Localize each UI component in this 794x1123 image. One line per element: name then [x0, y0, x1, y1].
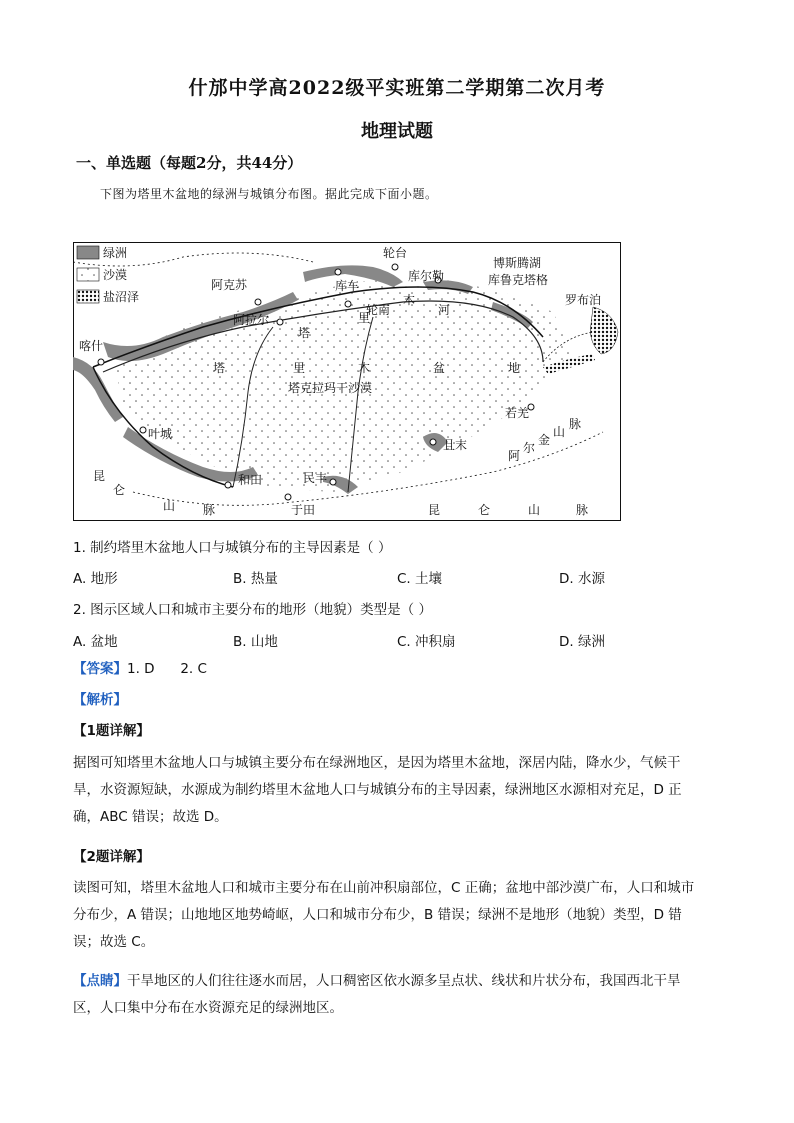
- kunlun-char: 昆: [428, 503, 441, 517]
- place-yutian: 于田: [291, 503, 316, 517]
- detail-2-line: 分布少，A 错误；山地地区地势崎岖，人口和城市分布少，B 错误；绿洲不是地形（地貌）类型，D 错: [73, 907, 682, 923]
- tip-line: 干旱地区的人们往往逐水而居，人口稠密区依水源多呈点状、线状和片状分布，我国西北干旱: [127, 973, 681, 989]
- q1-option-c: C. 土壤: [397, 571, 443, 587]
- q2-option-c: C. 冲积扇: [397, 634, 456, 650]
- detail-1-heading: [73, 718, 723, 745]
- tip-tag: 【点睛】: [73, 973, 127, 989]
- place-ruoqiang: 若羌: [505, 406, 530, 420]
- river-char: 木: [403, 293, 416, 307]
- detail-1-line: 确，ABC 错误；故选 D。: [73, 809, 228, 825]
- kunlun-left-char: 仑: [113, 483, 126, 497]
- place-qiemo: 且末: [443, 438, 468, 452]
- river-char: 河: [438, 303, 451, 317]
- place-luntai: 轮台: [383, 246, 408, 260]
- kunlun-char: 山: [528, 503, 541, 517]
- q1-option-a: A. 地形: [73, 571, 118, 587]
- basin-char: 塔: [213, 361, 226, 375]
- detail-2-text: [73, 875, 723, 956]
- kunlun-char: 仑: [478, 503, 491, 517]
- kunlun-left-char: 昆: [93, 469, 106, 483]
- q2-option-d: D. 绿洲: [559, 634, 605, 650]
- river-char: 里: [358, 311, 371, 325]
- answer-text: 1. D 2. C: [127, 661, 207, 677]
- tip-line: 区，人口集中分布在水资源充足的绿洲地区。: [73, 1000, 343, 1016]
- basin-char: 盆: [433, 361, 446, 375]
- question-2-stem: 2. 图示区域人口和城市主要分布的地形（地貌）类型是（ ）: [73, 602, 432, 618]
- place-minfeng: 民丰: [303, 471, 328, 485]
- analysis-line: [73, 687, 723, 714]
- place-yecheng: 叶城: [148, 427, 173, 441]
- aljin-char: 尔: [523, 441, 536, 455]
- q2-option-b: B. 山地: [233, 634, 278, 650]
- kunlun-left-char: 山: [163, 499, 176, 513]
- aljin-char: 阿: [508, 449, 521, 463]
- aljin-char: 山: [553, 425, 566, 439]
- page-title: 什邡中学高2022级平实班第二学期第二次月考: [188, 77, 606, 99]
- q1-option-b: B. 热量: [233, 571, 278, 587]
- basin-char: 地: [508, 361, 521, 375]
- place-kuche: 库车: [335, 279, 360, 293]
- legend-salt-marsh: 盐沼泽: [103, 290, 140, 304]
- place-hetian: 和田: [238, 473, 263, 487]
- tip-text: [73, 968, 723, 1022]
- kunlun-char: 脉: [576, 503, 589, 517]
- place-kuluke: 库鲁克塔格: [488, 273, 549, 287]
- question-intro: 下图为塔里木盆地的绿洲与城镇分布图。据此完成下面小题。: [100, 187, 438, 201]
- tarim-basin-map: [73, 242, 621, 521]
- legend-oasis: 绿洲: [103, 246, 128, 260]
- detail-1-line: 据图可知塔里木盆地人口与城镇主要分布在绿洲地区，是因为塔里木盆地，深居内陆，降水少，气候干: [73, 755, 681, 771]
- place-luobupo: 罗布泊: [565, 293, 602, 307]
- q2-option-a: A. 盆地: [73, 634, 118, 650]
- place-alaer: 阿拉尔: [233, 313, 270, 327]
- place-desert: 塔克拉玛干沙漠: [288, 381, 373, 395]
- aljin-char: 金: [538, 433, 551, 447]
- subject-title: 地理试题: [361, 121, 433, 142]
- place-akesu: 阿克苏: [211, 278, 248, 292]
- detail-1-text: [73, 750, 723, 831]
- section-heading: 一、单选题（每题2分，共44分）: [76, 154, 303, 172]
- detail-1-tag: 【1题详解】: [73, 723, 150, 739]
- analysis-tag: 【解析】: [73, 692, 127, 708]
- kunlun-left-char: 脉: [203, 503, 216, 517]
- basin-char: 里: [293, 361, 306, 375]
- q1-option-d: D. 水源: [559, 571, 605, 587]
- detail-2-heading: [73, 844, 723, 871]
- place-kashi: 喀什: [79, 339, 104, 353]
- detail-2-line: 误；故选 C。: [73, 934, 155, 950]
- legend-desert: 沙漠: [103, 268, 128, 282]
- aljin-char: 脉: [569, 417, 582, 431]
- answer-tag: 【答案】: [73, 661, 127, 677]
- place-lunnan: 轮南: [366, 303, 391, 317]
- question-1-stem: 1. 制约塔里木盆地人口与城镇分布的主导因素是（ ）: [73, 540, 392, 556]
- detail-1-line: 旱，水资源短缺，水源成为制约塔里木盆地人口与城镇分布的主导因素，绿洲地区水源相对充足，D 正: [73, 782, 682, 798]
- detail-2-tag: 【2题详解】: [73, 849, 150, 865]
- river-char: 塔: [298, 326, 311, 340]
- answer-line: [73, 656, 723, 683]
- detail-2-line: 读图可知，塔里木盆地人口和城市主要分布在山前冲积扇部位，C 正确；盆地中部沙漠广布，人口和城市: [73, 880, 695, 896]
- place-kuerle: 库尔勒: [408, 269, 445, 283]
- place-bosten: 博斯腾湖: [493, 256, 542, 270]
- basin-char: 木: [358, 361, 371, 375]
